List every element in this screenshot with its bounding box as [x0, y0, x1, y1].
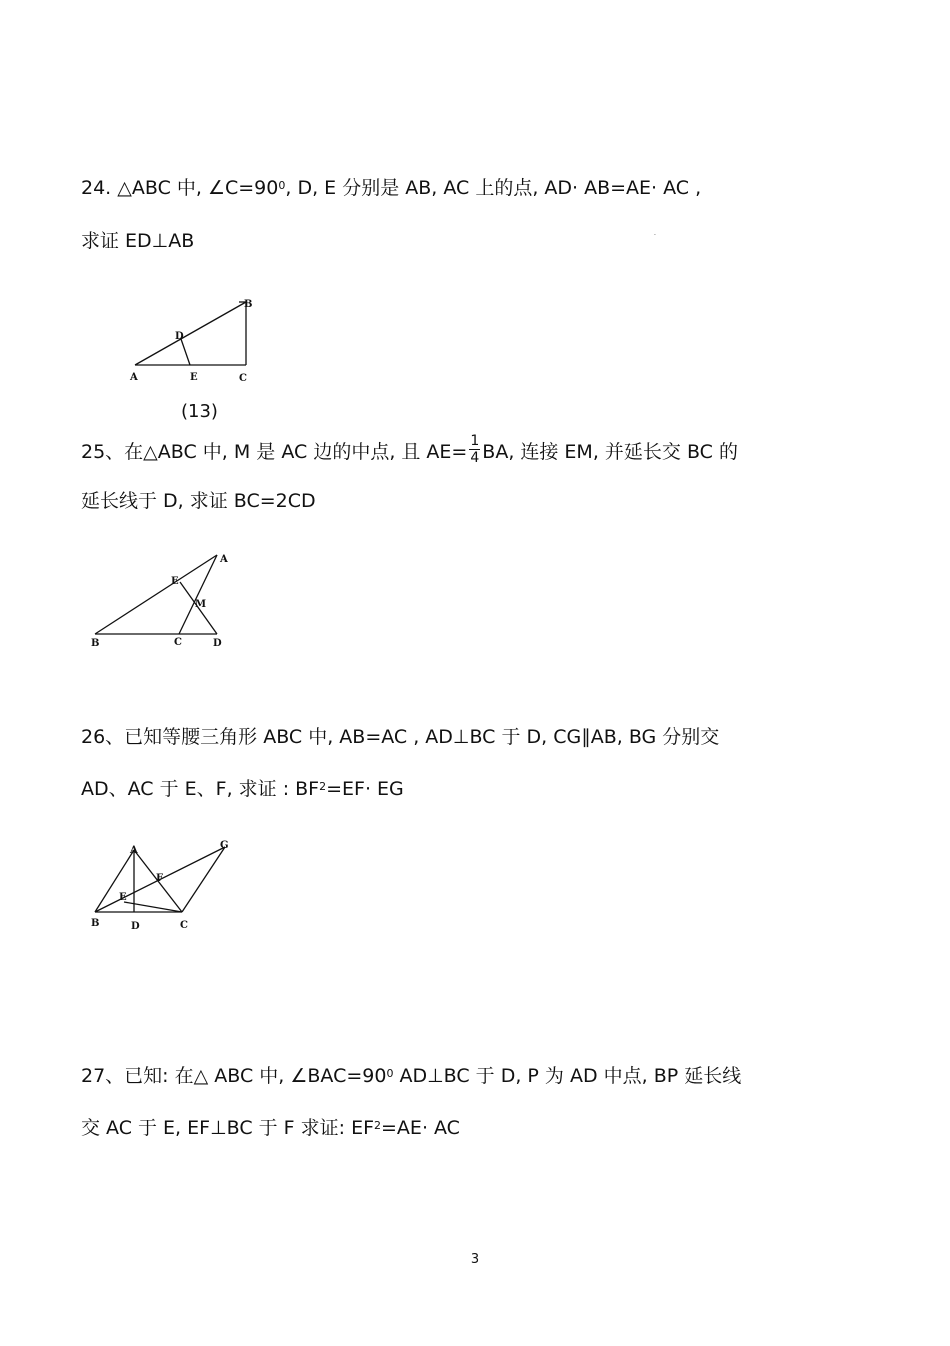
problem-24-line-1: 24. △ABC 中, $\angle C=90^0$, D, E 分别是 AB, AC 上的点, AD· AB=AE· AC , — [81, 177, 702, 199]
label-a: A — [220, 554, 228, 565]
figure-24 — [120, 292, 260, 387]
label-a: A — [130, 372, 138, 383]
problem-27-line-1: 27、已知: 在△ ABC 中, $\angle BAC=90^0$ AD⊥BC 于 D, P 为 AD 中点, BP 延长线 — [81, 1065, 742, 1087]
problem-26-line-1: 26、已知等腰三角形 ABC 中, AB=AC , AD⊥BC 于 D, CG∥AB, BG 分别交 — [81, 726, 720, 748]
problem-24-line-2: 求证 ED⊥AB — [81, 230, 195, 252]
figure-25 — [85, 545, 245, 655]
label-g: G — [220, 840, 229, 851]
label-e: E — [171, 576, 179, 587]
label-a: A — [130, 845, 138, 856]
label-b: B — [91, 638, 100, 649]
label-b: B — [91, 918, 100, 929]
label-c: C — [174, 637, 182, 648]
figure-caption: (13) — [181, 401, 218, 422]
label-m: M — [195, 599, 207, 610]
problem-25-line-1: 25、在△ABC 中, M 是 AC 边的中点, 且 AE= $\frac{1}{4}$ BA, 连接 EM, 并延长交 BC 的 — [81, 433, 738, 466]
label-c: C — [239, 373, 247, 384]
label-c: C — [180, 920, 188, 931]
label-b: B — [244, 299, 253, 310]
label-d: D — [131, 921, 140, 932]
problem-26-line-2: AD、AC 于 E、F, 求证 : $BF^2=EF\cdot$ EG — [81, 778, 404, 800]
problem-25-line-2: 延长线于 D, 求证 BC=2CD — [81, 490, 316, 512]
label-e: E — [119, 892, 127, 903]
fraction: $\frac{1}{4}$ — [470, 433, 480, 466]
label-d: D — [175, 331, 184, 342]
label-f: F — [156, 873, 164, 884]
label-e: E — [190, 372, 198, 383]
page-number: 3 — [470, 1252, 480, 1267]
problem-27-line-2: 交 AC 于 E, EF⊥BC 于 F 求证: $EF^2=AE\cdot$ AC — [81, 1117, 460, 1139]
figure-26 — [85, 835, 245, 940]
label-d: D — [213, 638, 222, 649]
